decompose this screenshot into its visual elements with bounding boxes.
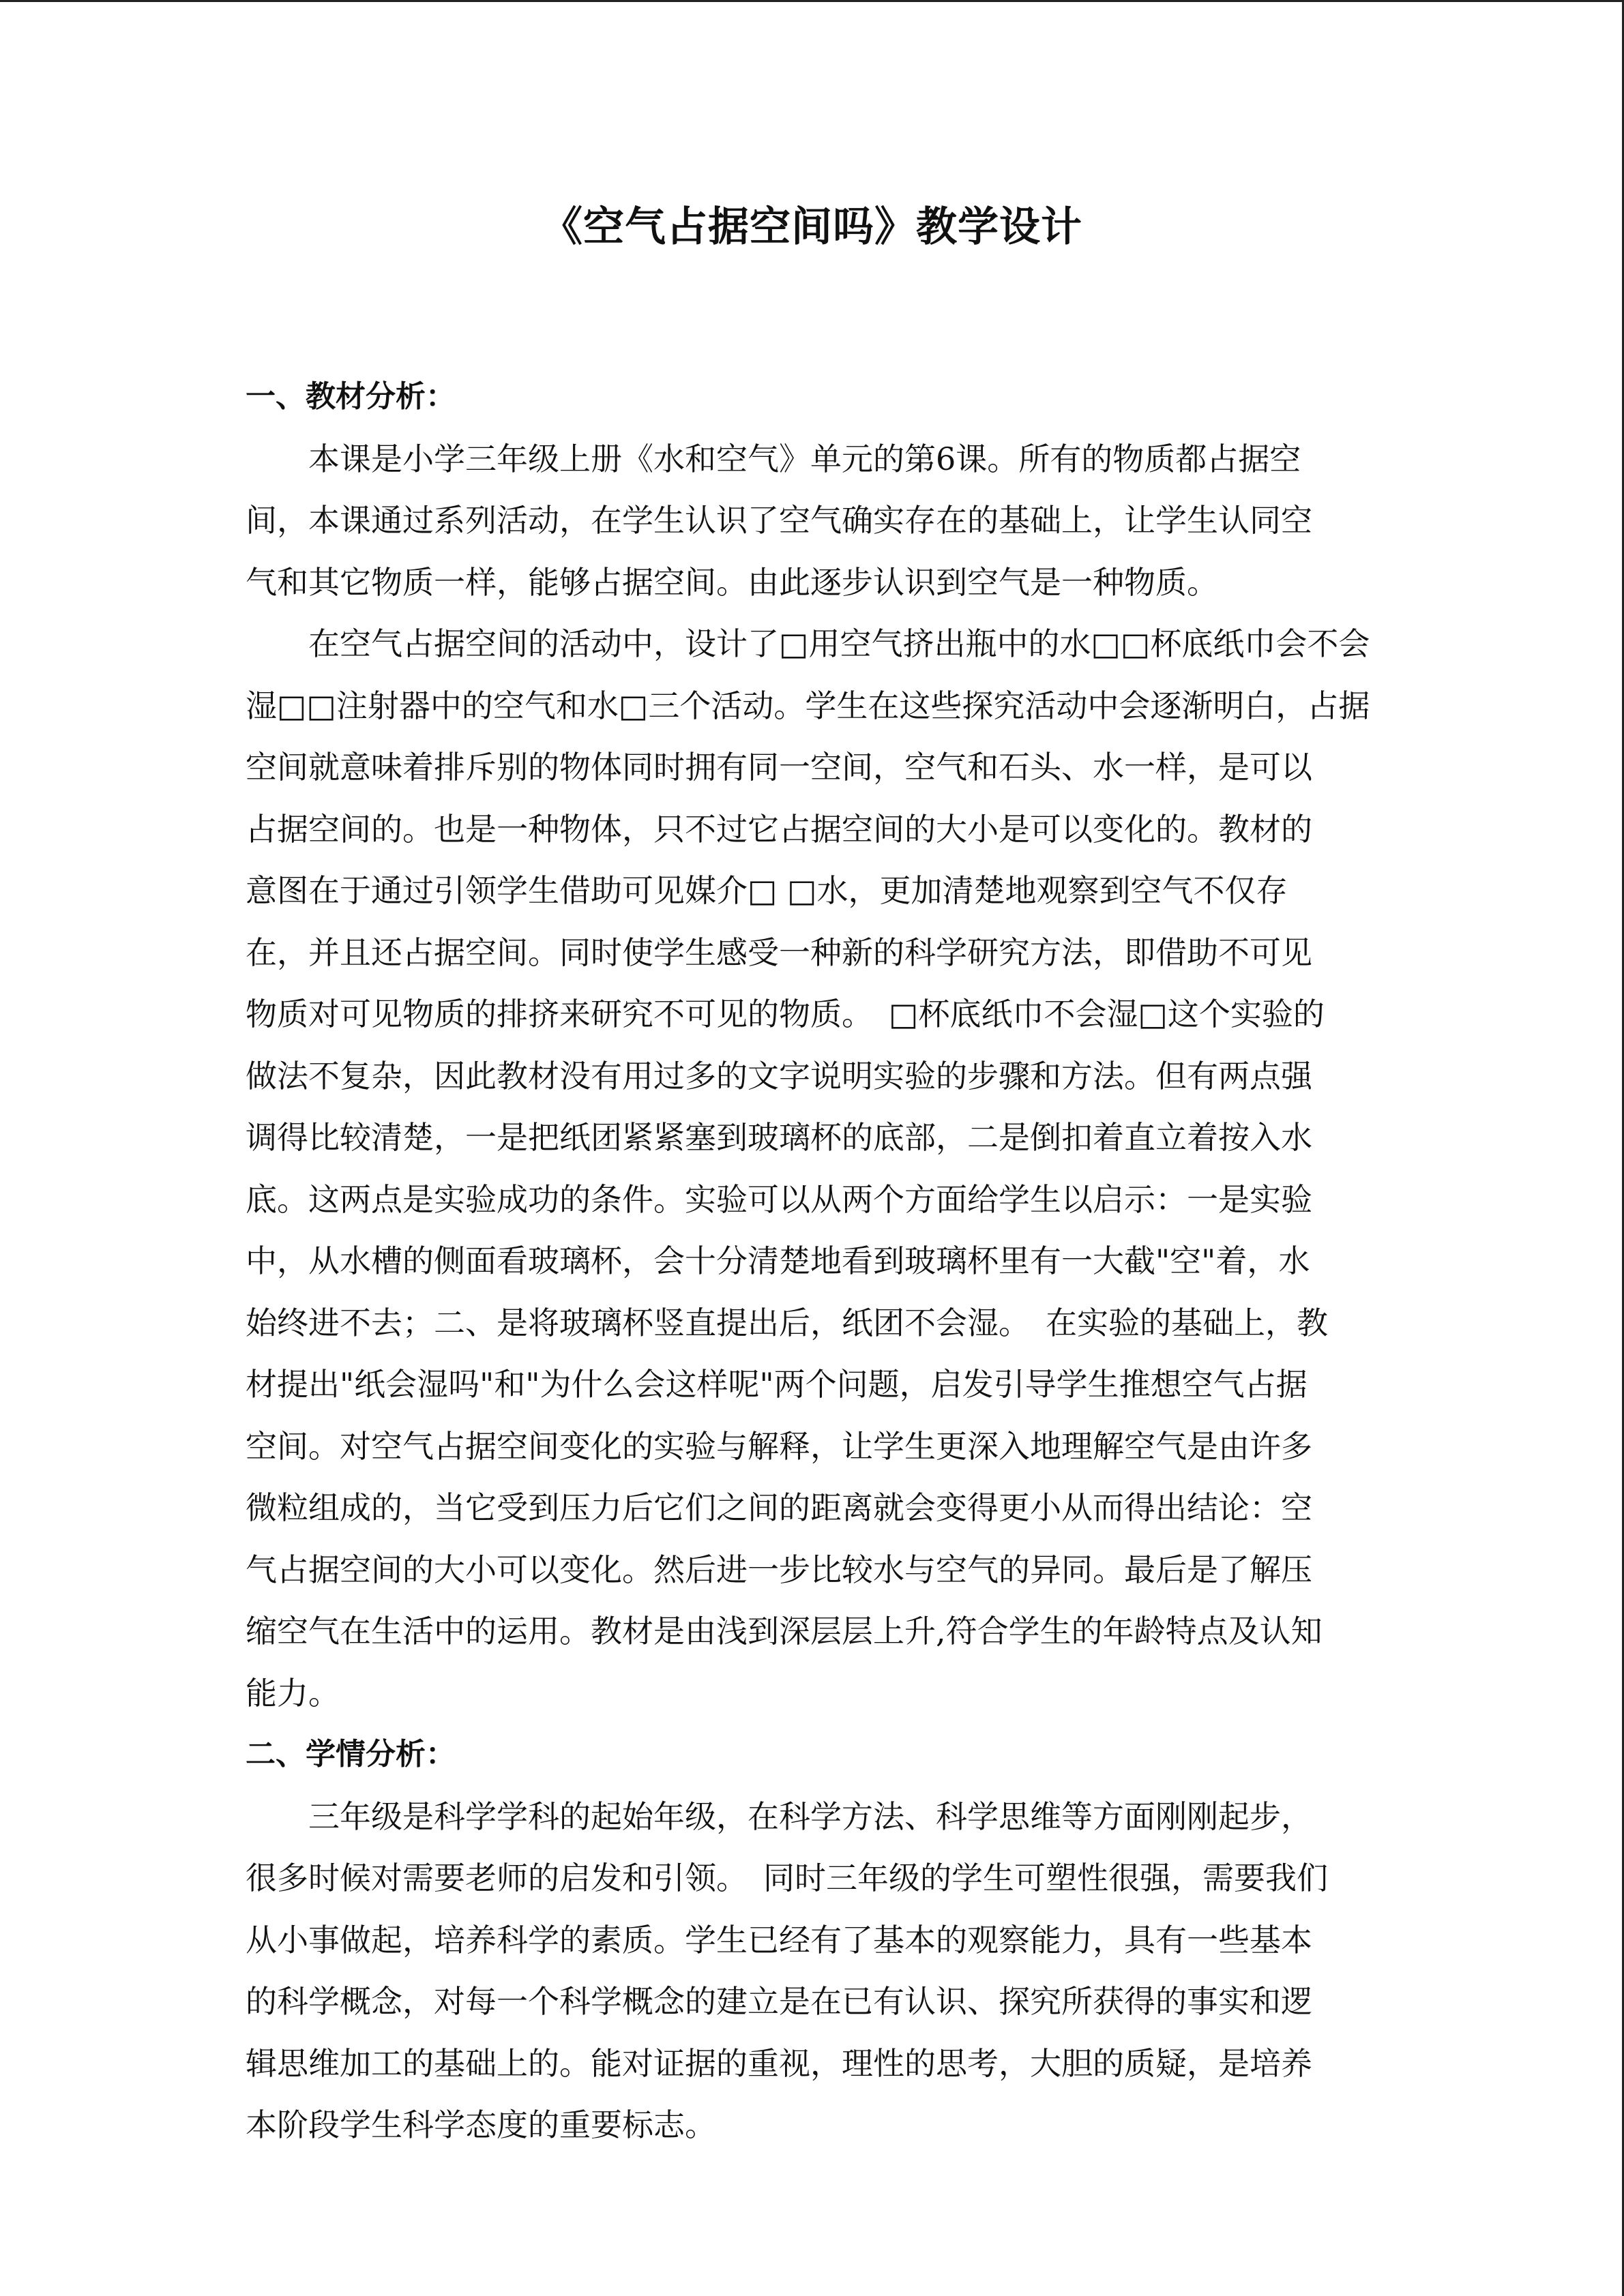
section-heading: 二、学情分析： [246,1737,456,1772]
text-line: 意图在于通过引领学生借助可见媒介□ □水，更加清楚地观察到空气不仅存 [246,872,1288,909]
text-line: 辑思维加工的基础上的。能对证据的重视，理性的思考，大胆的质疑，是培养 [246,2044,1312,2082]
text-line: 三年级是科学学科的起始年级，在科学方法、科学思维等方面刚刚起步， [246,1798,1312,1835]
paragraph [246,428,1378,614]
text-line: 本课是小学三年级上册《水和空气》单元的第6课。所有的物质都占据空 [246,440,1301,477]
section-student-analysis [246,1724,1378,2156]
text-line: 从小事做起，培养科学的素质。学生已经有了基本的观察能力，具有一些基本 [246,1921,1312,1958]
paragraph [246,613,1378,1724]
text-line: 的科学概念，对每一个科学概念的建立是在已有认识、探究所获得的事实和逻 [246,1983,1312,2020]
section-heading: 一、教材分析： [246,379,456,414]
text-line: 底。这两点是实验成功的条件。实验可以从两个方面给学生以启示：一是实验 [246,1180,1312,1218]
text-line: 在空气占据空间的活动中，设计了□用空气挤出瓶中的水□□杯底纸巾会不会 [246,625,1370,662]
text-line: 气占据空间的大小可以变化。然后进一步比较水与空气的异同。最后是了解压 [246,1551,1312,1588]
text-line: 微粒组成的，当它受到压力后它们之间的距离就会变得更小从而得出结论：空 [246,1489,1312,1526]
text-line: 缩空气在生活中的运用。教材是由浅到深层层上升,符合学生的年龄特点及认知 [246,1613,1323,1650]
paragraph [246,1786,1378,2156]
text-line: 物质对可见物质的排挤来研究不可见的物质。 □杯底纸巾不会湿□这个实验的 [246,996,1325,1032]
text-line: 中，从水槽的侧面看玻璃杯，会十分清楚地看到玻璃杯里有一大截"空"着，水 [246,1242,1310,1279]
text-line: 做法不复杂，因此教材没有用过多的文字说明实验的步骤和方法。但有两点强 [246,1057,1312,1094]
section-textbook-analysis [246,366,1378,1724]
document-body [246,366,1378,2156]
text-line: 空间。对空气占据空间变化的实验与解释，让学生更深入地理解空气是由许多 [246,1427,1312,1465]
document-title: 《空气占据空间吗》教学设计 [542,203,1082,251]
text-line: 占据空间的。也是一种物体，只不过它占据空间的大小是可以变化的。教材的 [246,810,1312,848]
text-line: 调得比较清楚，一是把纸团紧紧塞到玻璃杯的底部，二是倒扣着直立着按入水 [246,1119,1312,1156]
text-line: 气和其它物质一样，能够占据空间。由此逐步认识到空气是一种物质。 [246,563,1218,601]
text-line: 材提出"纸会湿吗"和"为什么会这样呢"两个问题，启发引导学生推想空气占据 [246,1366,1308,1403]
text-line: 本阶段学生科学态度的重要标志。 [246,2106,716,2143]
text-line: 湿□□注射器中的空气和水□三个活动。学生在这些探究活动中会逐渐明白，占据 [246,687,1370,724]
text-line: 在，并且还占据空间。同时使学生感受一种新的科学研究方法，即借助不可见 [246,934,1312,971]
text-line: 空间就意味着排斥别的物体同时拥有同一空间，空气和石头、水一样，是可以 [246,749,1312,786]
text-line: 很多时候对需要老师的启发和引领。 同时三年级的学生可塑性很强，需要我们 [246,1860,1328,1896]
text-line: 能力。 [246,1674,340,1712]
text-line: 始终进不去；二、是将玻璃杯竖直提出后，纸团不会湿。 在实验的基础上，教 [246,1304,1328,1341]
text-line: 间，本课通过系列活动，在学生认识了空气确实存在的基础上，让学生认同空 [246,502,1312,539]
